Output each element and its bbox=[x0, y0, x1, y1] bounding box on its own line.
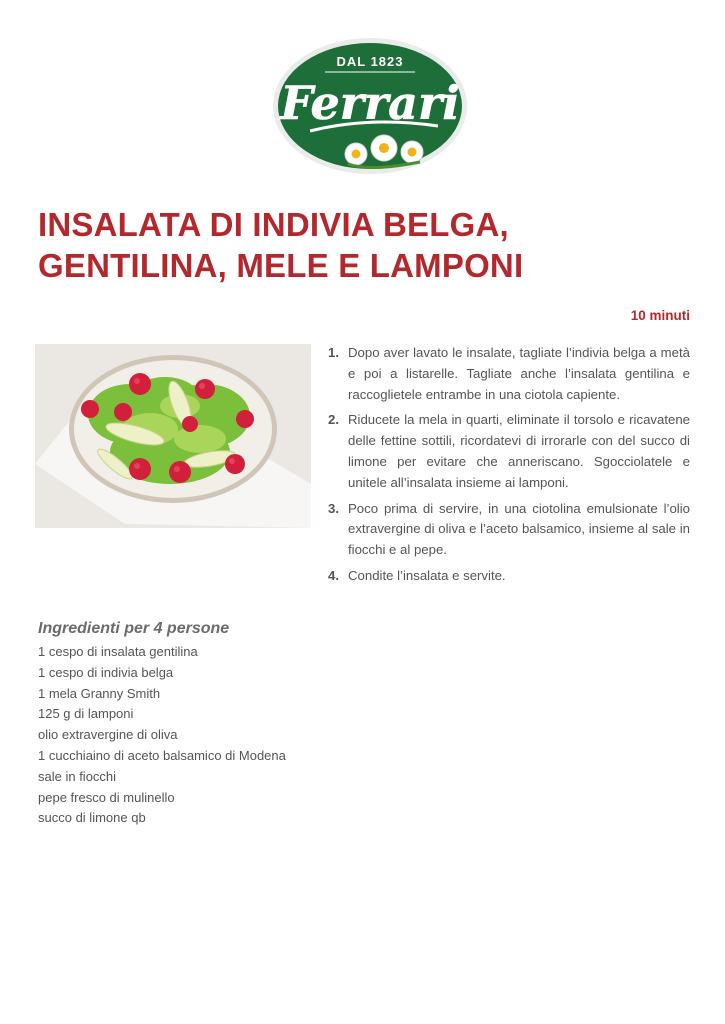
ingredient-item: sale in fiocchi bbox=[38, 768, 117, 784]
preparation-steps bbox=[328, 343, 690, 592]
recipe-title bbox=[38, 204, 698, 286]
step-text: Condite l’insalata e servite. bbox=[348, 567, 506, 583]
step-text: Dopo aver lavato le insalate, tagliate l’indivia belga a metà e poi a listarelle. Tagliate anche l’insalata gentilina e raccoglietele entrambe in una ciotola capiente. bbox=[348, 345, 690, 402]
salad-photo bbox=[35, 344, 311, 528]
ingredient-item: 1 cucchiaino di aceto balsamico di Modena bbox=[38, 747, 286, 763]
step-item bbox=[328, 410, 690, 493]
ingredient-item: pepe fresco di mulinello bbox=[38, 789, 175, 805]
step-number: 2. bbox=[328, 412, 339, 428]
recipe-title-line2: GENTILINA, MELE E LAMPONI bbox=[38, 247, 524, 284]
svg-text:Ferrari: Ferrari bbox=[280, 76, 460, 130]
step-text: Riducete la mela in quarti, eliminate il torsolo e ricavatene delle fettine sottili, ricordatevi di irrorarle con del succo di limone per evitare che anneriscano. Sgocciolatele e unitele all’insalata insieme ai lamponi. bbox=[348, 412, 690, 490]
step-number: 4. bbox=[328, 567, 339, 583]
step-item bbox=[328, 343, 690, 405]
ingredient-item: 1 cespo di insalata gentilina bbox=[38, 644, 198, 659]
step-text: Poco prima di servire, in una ciotolina emulsionate l’olio extravergine di oliva e l’aceto balsamico, insieme al sale in fiocchi e al pepe. bbox=[348, 500, 690, 558]
step-number: 1. bbox=[328, 345, 339, 360]
step-item bbox=[328, 566, 690, 587]
ingredient-item: 1 mela Granny Smith bbox=[38, 685, 161, 701]
recipe-title-line1: INSALATA DI INDIVIA BELGA, bbox=[38, 206, 509, 243]
prep-time: 10 minuti bbox=[630, 308, 690, 323]
ingredient-item: 125 g di lamponi bbox=[38, 706, 134, 722]
ferrari-logo bbox=[270, 34, 470, 184]
svg-text:DAL 1823: DAL 1823 bbox=[336, 54, 404, 69]
ingredient-item: 1 cespo di indivia belga bbox=[38, 664, 174, 680]
step-number: 3. bbox=[328, 500, 339, 516]
step-item bbox=[328, 499, 690, 561]
ingredients-list bbox=[38, 642, 286, 829]
ingredient-item: olio extravergine di oliva bbox=[38, 727, 178, 743]
ingredient-item: succo di limone qb bbox=[38, 810, 146, 826]
ingredients-title: Ingredienti per 4 persone bbox=[38, 620, 230, 637]
